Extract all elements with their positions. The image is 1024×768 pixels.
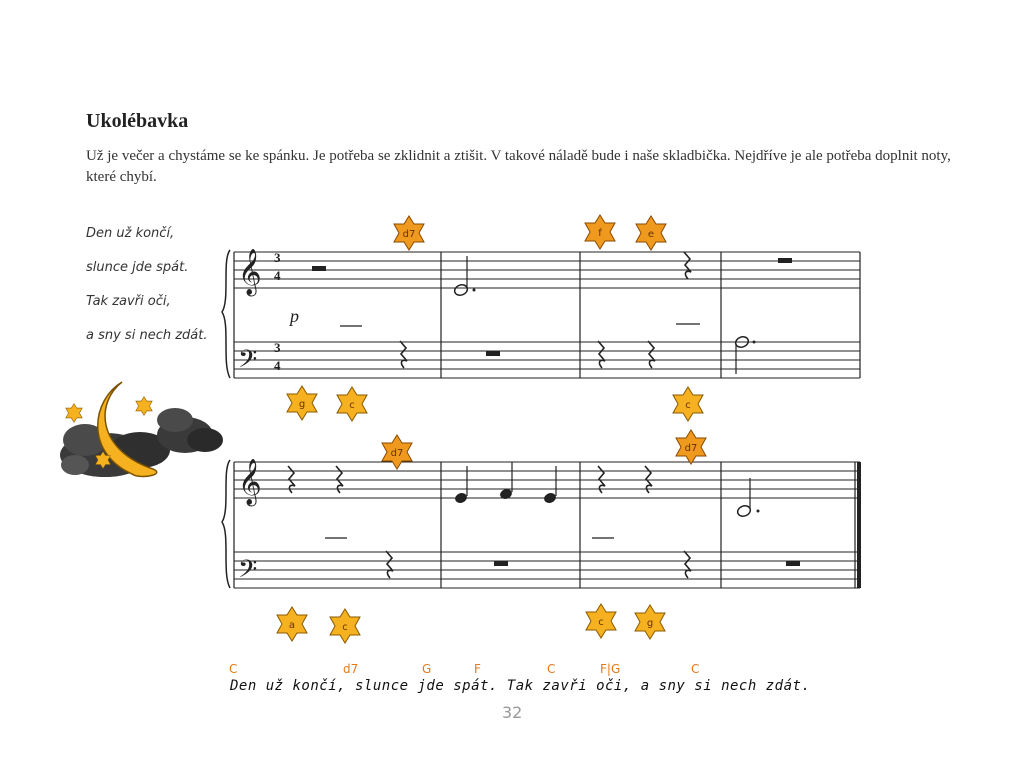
- lyric-chord: G: [422, 662, 432, 676]
- svg-text:a: a: [288, 620, 296, 631]
- svg-text:g: g: [646, 618, 654, 629]
- star-chord-bottom: [287, 386, 317, 420]
- star-chord-bottom: [586, 604, 616, 638]
- quarter-rest: [386, 551, 393, 578]
- star-chord-bottom: [635, 605, 665, 639]
- small-star-icon: [66, 404, 83, 423]
- svg-text:c: c: [349, 400, 355, 411]
- lyric-chord: F: [474, 662, 481, 676]
- barlines: [234, 252, 860, 378]
- time-sig-top: 3: [274, 340, 281, 355]
- quarter-rest: [684, 252, 691, 279]
- svg-text:d7: d7: [684, 443, 698, 454]
- barlines: [234, 462, 855, 588]
- quarter-rest: [648, 341, 655, 368]
- lyric-chord: d7: [343, 662, 359, 676]
- treble-clef-icon: 𝄞: [238, 249, 262, 295]
- poem-line: slunce jde spát.: [86, 260, 189, 275]
- final-barline: [857, 462, 861, 588]
- bass-staff: [234, 342, 860, 378]
- page-title: Ukolébavka: [86, 110, 189, 132]
- quarter-note: [543, 491, 558, 504]
- note-dot: [753, 341, 756, 344]
- intro-text: Už je večer a chystáme se ke spánku. Je potřeba se zklidnit a ztišit. V takové náladě bude i naše skladbička. Nejdříve je ale potřeba doplnit noty, které chybí.: [86, 148, 951, 185]
- lyric-chord: F|G: [600, 662, 621, 676]
- svg-text:c: c: [342, 622, 348, 633]
- brace: [222, 250, 230, 378]
- star-chord-top: [394, 216, 424, 250]
- star-chord-bottom: [337, 387, 367, 421]
- note-dot: [473, 289, 476, 292]
- whole-rest: [312, 266, 326, 271]
- svg-text:c: c: [685, 400, 691, 411]
- lyric-chord: C: [229, 662, 238, 676]
- svg-text:f: f: [598, 228, 602, 239]
- svg-text:d7: d7: [402, 229, 416, 240]
- time-sig-top: 3: [274, 250, 281, 265]
- whole-rest: [786, 561, 800, 566]
- lyrics-line: Den už končí, slunce jde spát. Tak zavři oči, a sny si nech zdát.: [230, 678, 811, 694]
- treble-staff: [234, 462, 860, 498]
- lyric-chord: C: [691, 662, 700, 676]
- svg-text:e: e: [647, 229, 655, 240]
- bass-clef-icon: 𝄢: [238, 345, 258, 380]
- poem-line: Tak zavři oči,: [86, 294, 171, 309]
- page-number: 32: [502, 703, 523, 722]
- svg-text:c: c: [598, 617, 604, 628]
- treble-staff: [234, 252, 860, 288]
- poem-line: a sny si nech zdát.: [86, 328, 208, 343]
- star-chord-top: [382, 435, 412, 469]
- bass-staff: [234, 552, 860, 588]
- whole-rest: [486, 351, 500, 356]
- bass-clef-icon: 𝄢: [238, 555, 258, 590]
- time-sig-bottom: 4: [274, 358, 281, 373]
- whole-rest: [778, 258, 792, 263]
- star-chord-top: [585, 215, 615, 249]
- star-chord-bottom: [330, 609, 360, 643]
- whole-rest: [494, 561, 508, 566]
- svg-text:g: g: [298, 399, 306, 410]
- star-chord-bottom: [277, 607, 307, 641]
- star-chord-top: [636, 216, 666, 250]
- note-dot: [757, 510, 760, 513]
- dynamic-mark: p: [290, 306, 299, 326]
- system-2: [222, 459, 861, 590]
- svg-text:d7: d7: [390, 448, 404, 459]
- star-chord-top: [676, 430, 706, 464]
- quarter-rest: [684, 551, 691, 578]
- quarter-note: [454, 491, 469, 504]
- quarter-rest: [400, 341, 407, 368]
- quarter-rest: [598, 341, 605, 368]
- time-sig-bottom: 4: [274, 268, 281, 283]
- moon-cloud-illustration: [60, 382, 223, 477]
- small-star-icon: [136, 397, 153, 416]
- poem-line: Den už končí,: [86, 226, 175, 241]
- lyric-chord: C: [547, 662, 556, 676]
- star-chord-bottom: [673, 387, 703, 421]
- brace: [222, 460, 230, 588]
- treble-clef-icon: 𝄞: [238, 459, 262, 505]
- system-1: [222, 249, 860, 380]
